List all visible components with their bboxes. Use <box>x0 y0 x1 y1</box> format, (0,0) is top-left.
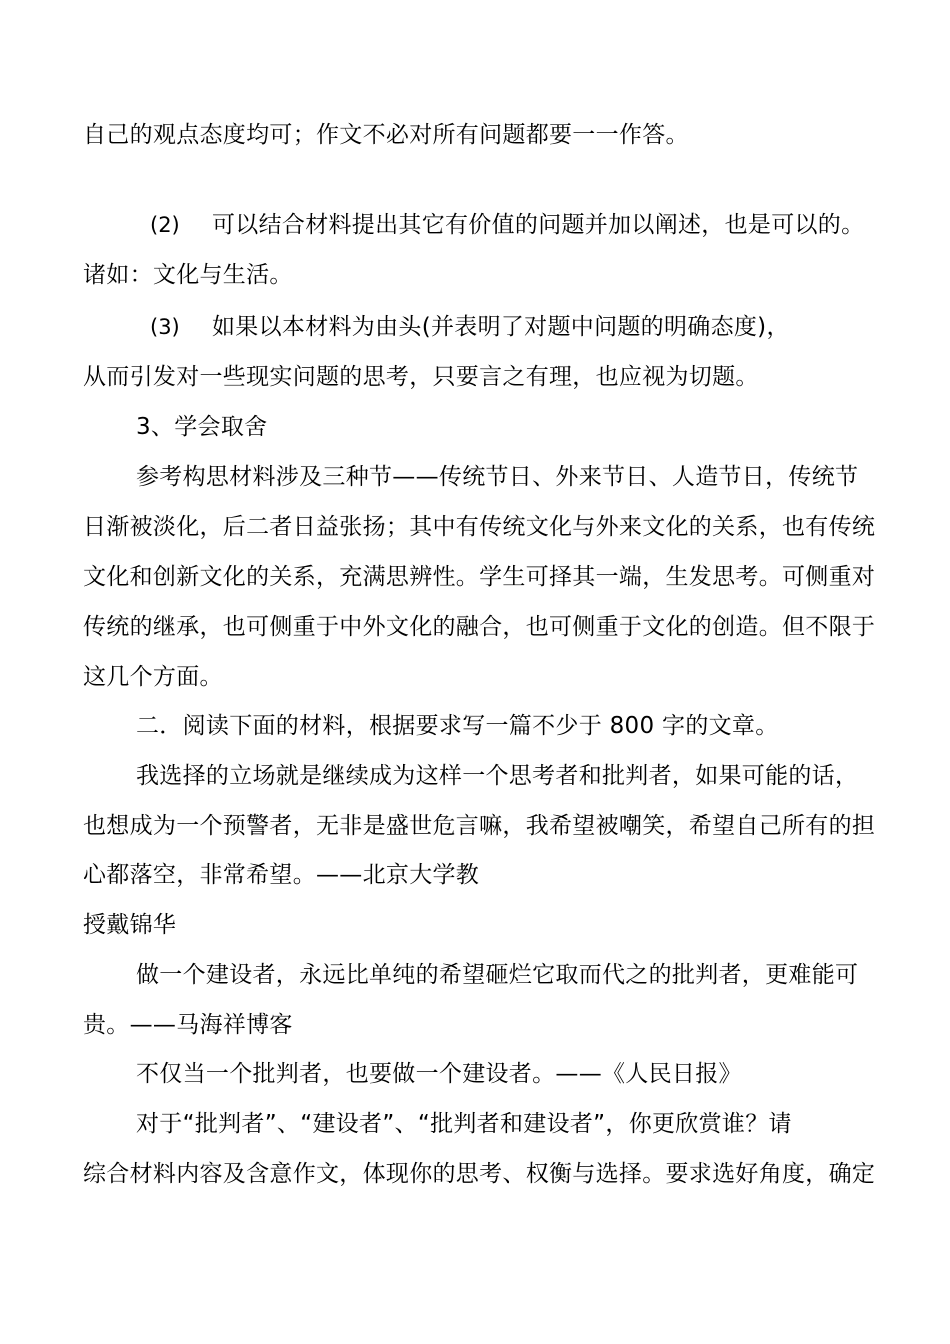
text-line: 综合材料内容及含意作文，体现你的思考、权衡与选择。要求选好角度，确定 <box>83 1161 876 1187</box>
text-line: 从而引发对一些现实问题的思考，只要言之有理，也应视为切题。 <box>83 364 759 390</box>
text-line: 传统的继承，也可侧重于中外文化的融合，也可侧重于文化的创造。但不限于 <box>83 614 876 640</box>
question-heading: 二．阅读下面的材料，根据要求写一篇不少于 800 字的文章。 <box>136 713 779 739</box>
section-heading: 3、学会取舍 <box>136 414 268 440</box>
text-line: 也想成为一个预警者，无非是盛世危言嘛，我希望被嘲笑，希望自己所有的担 <box>83 813 876 839</box>
text-line: 对于“批判者”、“建设者”、“批判者和建设者”，你更欣赏谁？请 <box>136 1111 792 1137</box>
text-line: 这几个方面。 <box>83 664 223 690</box>
text-line: 不仅当一个批判者，也要做一个建设者。——《人民日报》 <box>136 1061 742 1087</box>
text-line: 可以结合材料提出其它有价值的问题并加以阐述，也是可以的。 <box>212 212 865 238</box>
text-line: 授戴锦华 <box>83 912 177 938</box>
item-number: (3) <box>150 315 180 339</box>
text-line: 心都落空，非常希望。——北京大学教 <box>83 862 480 888</box>
text-line: 自己的观点态度均可；作文不必对所有问题都要一一作答。 <box>83 122 689 148</box>
text-line: 文化和创新文化的关系，充满思辨性。学生可择其一端，生发思考。可侧重对 <box>83 564 876 590</box>
text-line: 诸如：文化与生活。 <box>83 262 293 288</box>
item-number: (2) <box>150 213 180 237</box>
text-line: 如果以本材料为由头(并表明了对题中问题的明确态度)， <box>212 314 790 340</box>
text-line: 我选择的立场就是继续成为这样一个思考者和批判者，如果可能的话， <box>136 763 859 789</box>
text-line: 做一个建设者，永远比单纯的希望砸烂它取而代之的批判者，更难能可 <box>136 962 859 988</box>
text-line: 贵。——马海祥博客 <box>83 1012 293 1038</box>
text-line: 日渐被淡化，后二者日益张扬；其中有传统文化与外来文化的关系，也有传统 <box>83 514 876 540</box>
text-line: 参考构思材料涉及三种节——传统节日、外来节日、人造节日，传统节 <box>136 464 859 490</box>
